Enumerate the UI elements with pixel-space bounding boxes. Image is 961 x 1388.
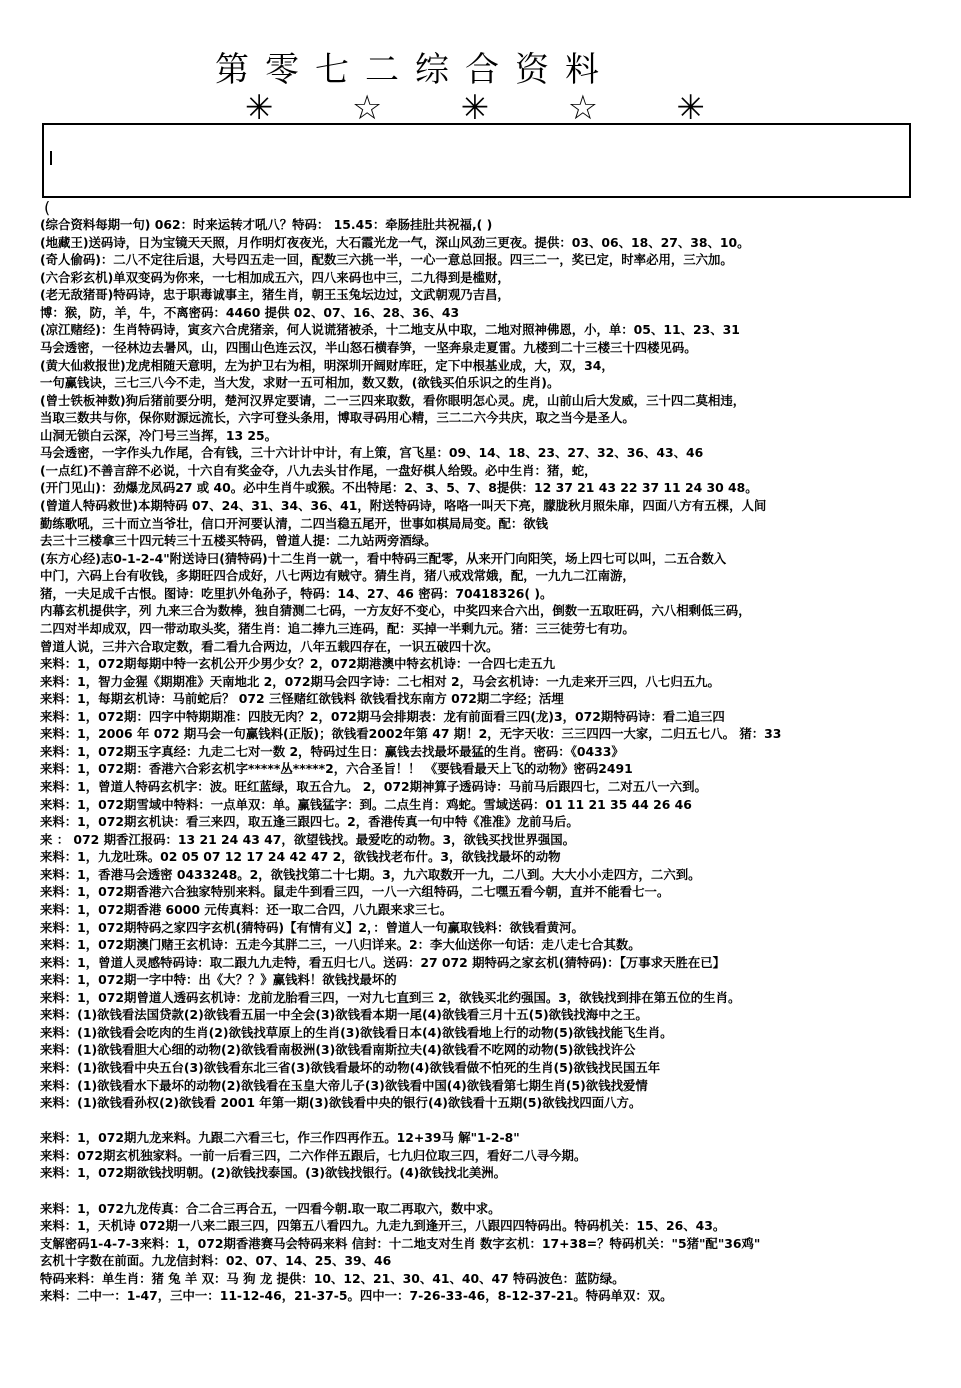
text-line: 去三十三楼拿三十四元转三十五楼买特码，曾道人提：二九站两旁酒绿。 <box>40 533 437 549</box>
text-line: 来料：1，072期澳门赌王玄机诗：五走今其胖二三，一八归详来。2：李大仙送你一句话：走八走七合其数。 <box>40 937 641 953</box>
text-line: (六合彩玄机)单双变码为你来，一七相加成五六，四八来码也中三，二九得到是槛财， <box>40 269 510 285</box>
text-line: 来料：(1)欲钱看中央五台(3)欲钱看东北三省(3)欲钱看最坏的动物(4)欲钱看做不怕死的生肖(5)欲钱找民国五年 <box>40 1060 661 1075</box>
text-line: 来料：1，072期：香港六合彩玄机字*****丛*****2，六合圣旨！！ 《要钱看最天上飞的动物》密码2491 <box>40 761 633 777</box>
text-line: 来料：1，072期香港六合独家特别来料。鼠走牛到看三四，一八一六组特码，二七嘿五看今朝，直并不能看七一。 <box>40 884 670 900</box>
text-line: 来料：1，智力金猩《期期准》天南地北 2，072期马会四字诗：二七相对 2，马会玄机诗：一九走来开三四，八七归五九。 <box>40 673 720 689</box>
text-line: 来料：1，072期欲钱找明朝。(2)欲钱找泰国。(3)欲钱找银行。(4)欲钱找北美洲。 <box>40 1165 507 1181</box>
text-line: 来料：1，072期：四字中特期期准：四肢无肉？2，072期马会排期表：龙有前面看三四(龙)3，072期特码诗：看二追三四 <box>40 708 725 724</box>
text-line: 马会透密，一字作头九作尾，合有钱，三十六计计中计，有上策，宫飞星：09、14、18、23、27、32、36、43、46 <box>40 445 704 461</box>
outline-star-icon: ☆ <box>567 88 599 128</box>
text-line: 来料：1，香港马会透密 0433248。2，欲钱找第二十七期。3，九六取数开一九，二八到。大大小小走四方，二六到。 <box>40 866 701 882</box>
text-line: (黄大仙救报世)龙虎相随天意明，左为护卫右为相，明深圳开阔财库旺，定下中根基业成，大，双，34， <box>40 357 614 373</box>
text-line: 来料：(1)欲钱看法国贷款(2)欲钱看五届一中全会(3)欲钱看本期一尾(4)欲钱看三月十五(5)欲钱找海中之王。 <box>40 1007 648 1023</box>
asterisk-star-icon: ✳ <box>245 88 274 128</box>
text-line: 来料：1，曾道人灵感特码诗：取二跟九九走特，看五归七八。送码：27 072 期特码之家玄机(猜特码)：【万事求天胜在已】 <box>40 954 726 970</box>
text-line: 玄机十字数在前面。九龙信封料：02、07、14、25、39、46 <box>40 1253 392 1269</box>
content-body <box>40 216 955 1305</box>
text-line: 来料：(1)欲钱看孙权(2)欲钱看 2001 年第一期(3)欲钱看中央的银行(4)欲钱看十五期(5)欲钱找四面八方。 <box>40 1095 642 1111</box>
text-line: (奇人偷码)：二八不定往后退，大号四五走一回，配数三六挑一半，一心一意总回报。四三二一，奖已定，时率必用，三六加。 <box>40 252 733 268</box>
text-line: 来料：1，072期雪域中特料：一点单双：单。赢钱猛字：到。二点生肖：鸡蛇。雪域送码：01 11 21 35 44 26 46 <box>40 796 692 812</box>
text-line: (地藏王)送码诗，日为宝镜天天照，月作明灯夜夜光，大石霞光龙一气，深山风劲三更夜。提供：03、06、18、27、38、10。 <box>40 234 750 250</box>
open-paren: ( <box>44 198 51 217</box>
text-line: 来料：1，072期特码之家四字玄机(猜特码)【有情有义】2，：曾道人一句赢取钱料：欲钱看黄河。 <box>40 919 584 935</box>
text-line: 来料：1，072九龙传真：合二合三再合五，一四看今朝.取一取二再取六，数中求。 <box>40 1200 501 1216</box>
text-line: 猪，一夫足成千古恨。图诗：吃里扒外龟孙子，特码：14、27、46 密码：70418326( )。 <box>40 585 553 601</box>
text-line: 一句赢钱诀，三七三八今不走，当大发，求财一五可相加，数又数，(欲钱买伯乐识之的生肖)。 <box>40 375 560 391</box>
text-line: 来料：1，072期香港 6000 元传真料：还一取二合四，八九跟来求三七。 <box>40 901 453 917</box>
asterisk-star-icon: ✳ <box>460 88 490 128</box>
outline-star-icon: ☆ <box>351 88 383 128</box>
text-line: 来料：1，天机诗 072期一八来二跟三四，四第五八看四九。九走九到逢开三，八跟四四特码出。特码机关：15、26、43。 <box>40 1218 726 1234</box>
text-line: 来料：1，曾道人特码玄机字：波。旺红蓝绿，取五合九。 2，072期神算子透码诗：马前马后跟四七，二对五八一六到。 <box>40 779 707 794</box>
text-line: 曾道人说，三井六合取定数，看二看九合两边，八年五载四存在，一识五破四十次。 <box>40 638 499 654</box>
text-line: 特码来料：单生肖：猪 兔 羊 双：马 狗 龙 提供：10、12、21、30、41、40、47 特码波色：蓝防绿。 <box>40 1270 625 1286</box>
asterisk-star-icon: ✳ <box>676 88 705 128</box>
text-line: 来料：072期玄机独家料。一前一后看三四，二六作伴五跟后，七九归位取三四，看好二八寻今期。 <box>40 1147 587 1163</box>
text-line: (开门见山)：劲爆龙凤码27 或 40。必中生肖牛或猴。不出特尾：2、3、5、7、8提供：12 37 21 43 22 37 11 24 30 48。 <box>40 480 758 496</box>
text-line: (凉江赌经)：生肖特码诗，寅亥六合虎猪亲，何人说谎猪被杀，十二地支从中取，二地对照神佛恩，小，单：05、11、23、31 <box>40 322 740 338</box>
header-box <box>42 123 911 198</box>
text-line: (一点红)不善言辞不必说，十六自有奖金夺，八九去头甘作尾，一盘好棋人给毁。必中生肖：猪，蛇， <box>40 462 597 478</box>
text-line: 内幕玄机提供字，列 九来三合为数棒，独自猜测二七码，一方友好不变心，中奖四来合六出，倒数一五取旺码，六八相剩低三码， <box>40 603 751 619</box>
box-marker <box>50 151 52 165</box>
text-line: 来料：1，072期一字中特：出《大？？》赢钱料！欲钱找最坏的 <box>40 972 397 988</box>
text-line: 博：猴，防，羊，牛，不离密码：4460 提供 02、07、16、28、36、43 <box>40 304 460 320</box>
text-line: 来料：二中一：1-47，三中一：11-12-46，21-37-5。四中一：7-26-33-46，8-12-37-21。特码单双：双。 <box>40 1288 673 1304</box>
text-line: 来 ： 072 期香江报码：13 21 24 43 47，欲望钱找。最爱吃的动物。3，欲钱买找世界强国。 <box>40 831 576 847</box>
text-line: 来料：1，072期每期中特一玄机公开少男少女？2，072期港澳中特玄机诗：一合四七走五九 <box>40 656 556 672</box>
text-line: (老无敌猪哥)特码诗，忠于职毒诚事主，猪生肖，朝王玉兔坛边过，文武朝观乃吉昌， <box>40 287 510 303</box>
text-line: 来料：1，九龙吐珠。02 05 07 12 17 24 42 47 2，欲钱找老布什。3，欲钱找最坏的动物 <box>40 849 561 865</box>
text-line: 来料：1，072期玉字真经：九走二七对一数 2，特码过生日：赢钱去找最坏最猛的生肖。密码：《0433》 <box>40 743 624 759</box>
text-line: 来料：1，072期曾道人透码玄机诗：龙前龙胎看三四，一对九七直到三 2，欲钱买北约强国。3，欲钱找到排在第五位的生肖。 <box>40 989 741 1005</box>
text-line: 马会透密，一径林边去暑风，山，四围山色连云汉，半山怒石横春笋，一坚奔泉走夏雷。九楼到二十三楼三十四楼见码。 <box>40 339 697 355</box>
text-line: 勤练歌吼，三十而立当爷壮，信口开河要认清，二四当稳五尾开，世事如棋局局变。配：欲钱 <box>40 515 549 531</box>
text-line: (曾道人特码救世)本期特码 07、24、31、34、36、41，附送特码诗，咯咯一叫天下亮，朦胧秋月照朱扉，四面八方有五棵，人间 <box>40 498 767 513</box>
page-title: 第零七二综合资料 <box>215 50 615 90</box>
text-line: 来料：(1)欲钱看水下最坏的动物(2)欲钱看在玉皇大帝儿子(3)欲钱看中国(4)欲钱看第七期生肖(5)欲钱找爱情 <box>40 1077 648 1093</box>
text-line: (曾士铁板神数)狗后猪前要分明，楚河汉界定要请，二一三四来取数，看你眼明怎心灵。虎，山前山后大发威，三十四二莫相违， <box>40 392 746 408</box>
text-line: 来料：1，072期玄机诀：看三来四，取五逢三跟四七。2，香港传真一句中特《准准》龙前马后。 <box>40 814 579 830</box>
text-line <box>40 1182 955 1200</box>
text-line: 二四对半却成双，四一带动取头奖，猪生肖：追二捧九三连码，配：买掉一半剩九元。猪：三三徒劳七有功。 <box>40 620 635 636</box>
text-line: 来料：(1)欲钱看会吃肉的生肖(2)欲钱找草原上的生肖(3)欲钱看日本(4)欲钱看地上行的动物(5)欲钱找能飞生肖。 <box>40 1024 673 1040</box>
star-row <box>245 88 705 128</box>
text-line: 来料：1，072期九龙来料。九跟二六看三七，作三作四再作五。12+39马 解"1-2-8" <box>40 1130 520 1146</box>
text-line: 支解密码1-4-7-3来料：1，072期香港赛马会特码来料 信封：十二地支对生肖 数字玄机：17+38=？特码机关："5猪"配"36鸡" <box>40 1235 761 1251</box>
text-line: 当取三数共与你，保你财源远流长，六字可登头条用，博取寻码用心精，三二二六今共庆，取之当今是圣人。 <box>40 410 635 426</box>
text-line: 来料：1，2006 年 072 期马会一句赢钱料(正版)；欲钱看2002年第 47 期！2，无字天收：三三四四一大家，二归五七八。 猪：33 <box>40 726 782 742</box>
text-line: (综合资料每期一句) 062：时来运转才吼八？特码： 15.45：牵肠挂肚共祝福,( ) <box>40 217 493 232</box>
text-line: (东方心经)志0-1-2-4"附送诗曰(猜特码)十二生肖一就一，看中特码三配零，从来开门向阳笑，场上四七可以叫，二五合数入 <box>40 550 727 566</box>
text-line: 来料：1，每期玄机诗：马前蛇后？ 072 三怪赌红欲钱料 欲钱看找东南方 072期二字经；活埋 <box>40 691 564 707</box>
text-line: 中门，六码上台有收钱，多期旺四合成好，八七两边有贼守。猜生肖，猪八戒戏常娥，配，一九九二江南游， <box>40 568 635 584</box>
text-line: 来料：(1)欲钱看胆大心细的动物(2)欲钱看南极洲(3)欲钱看南斯拉夫(4)欲钱看不吃网的动物(5)欲钱找许公 <box>40 1042 636 1058</box>
text-line <box>40 1112 955 1130</box>
text-line: 山洞无锁白云深，冷门号三当挥，13 25。 <box>40 427 278 443</box>
